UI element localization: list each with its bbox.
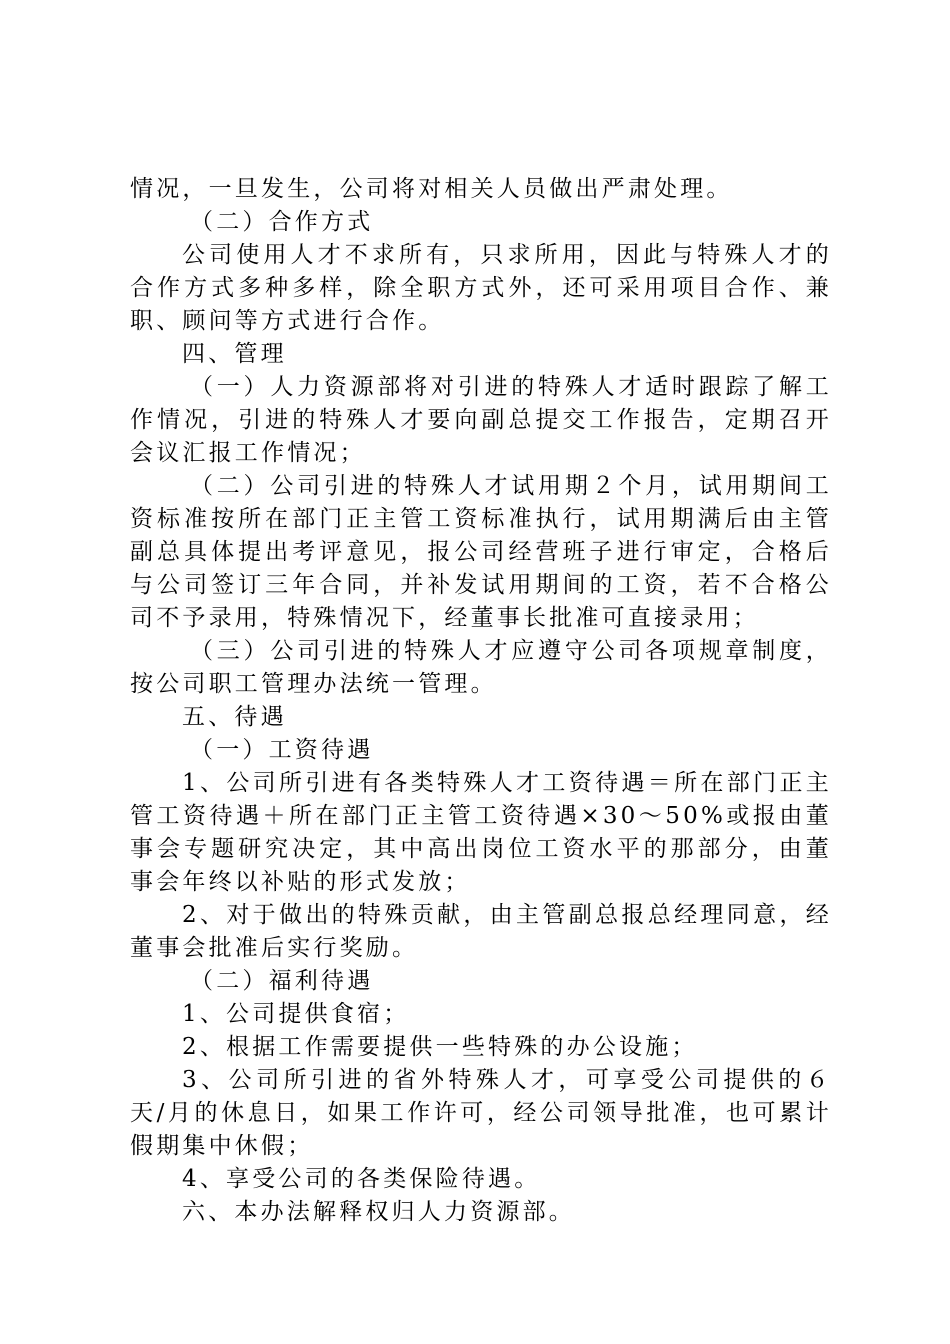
section-heading-benefits: 五、待遇 [182,704,287,730]
subheading-welfare: （二）福利待遇 [190,968,374,994]
paragraph-cooperation: 公司使用人才不求所有，只求所用，因此与特殊人才的合作方式多种多样，除全职方式外，还可采用项目合作、兼职、顾问等方式进行合作。 [130,242,832,334]
paragraph-management-3: （三）公司引进的特殊人才应遵守公司各项规章制度，按公司职工管理办法统一管理。 [130,638,832,697]
section-heading-interpretation: 六、本办法解释权归人力资源部。 [182,1199,575,1225]
section-heading-management: 四、管理 [182,341,287,367]
paragraph-welfare-1: 1、公司提供食宿； [182,1001,410,1027]
paragraph-welfare-3: 3、公司所引进的省外特殊人才，可享受公司提供的６天/月的休息日，如果工作许可，经公司领导批准，也可累计假期集中休假； [130,1067,832,1159]
document-body [130,173,832,1229]
paragraph-salary-2: 2、对于做出的特殊贡献，由主管副总报总经理同意，经董事会批准后实行奖励。 [130,902,832,961]
paragraph-continuation: 情况，一旦发生，公司将对相关人员做出严肃处理。 [130,176,733,202]
paragraph-management-2: （二）公司引进的特殊人才试用期２个月，试用期间工资标准按所在部门正主管工资标准执行，试用期满后由主管副总具体提出考评意见，报公司经营班子进行审定，合格后与公司签订三年合同，并补发试用期间的工资，若不合格公司不予录用，特殊情况下，经董事长批准可直接录用； [130,473,832,631]
subheading-salary: （一）工资待遇 [190,737,374,763]
paragraph-welfare-2: 2、根据工作需要提供一些特殊的办公设施； [182,1034,698,1060]
paragraph-salary-1: 1、公司所引进有各类特殊人才工资待遇＝所在部门正主管工资待遇＋所在部门正主管工资待遇×30～50%或报由董事会专题研究决定，其中高出岗位工资水平的那部分，由董事会年终以补贴的形式发放； [130,770,832,895]
paragraph-management-1: （一）人力资源部将对引进的特殊人才适时跟踪了解工作情况，引进的特殊人才要向副总提交工作报告，定期召开会议汇报工作情况； [130,374,832,466]
paragraph-welfare-4: 4、享受公司的各类保险待遇。 [182,1166,541,1192]
subheading-cooperation-mode: （二）合作方式 [190,209,374,235]
